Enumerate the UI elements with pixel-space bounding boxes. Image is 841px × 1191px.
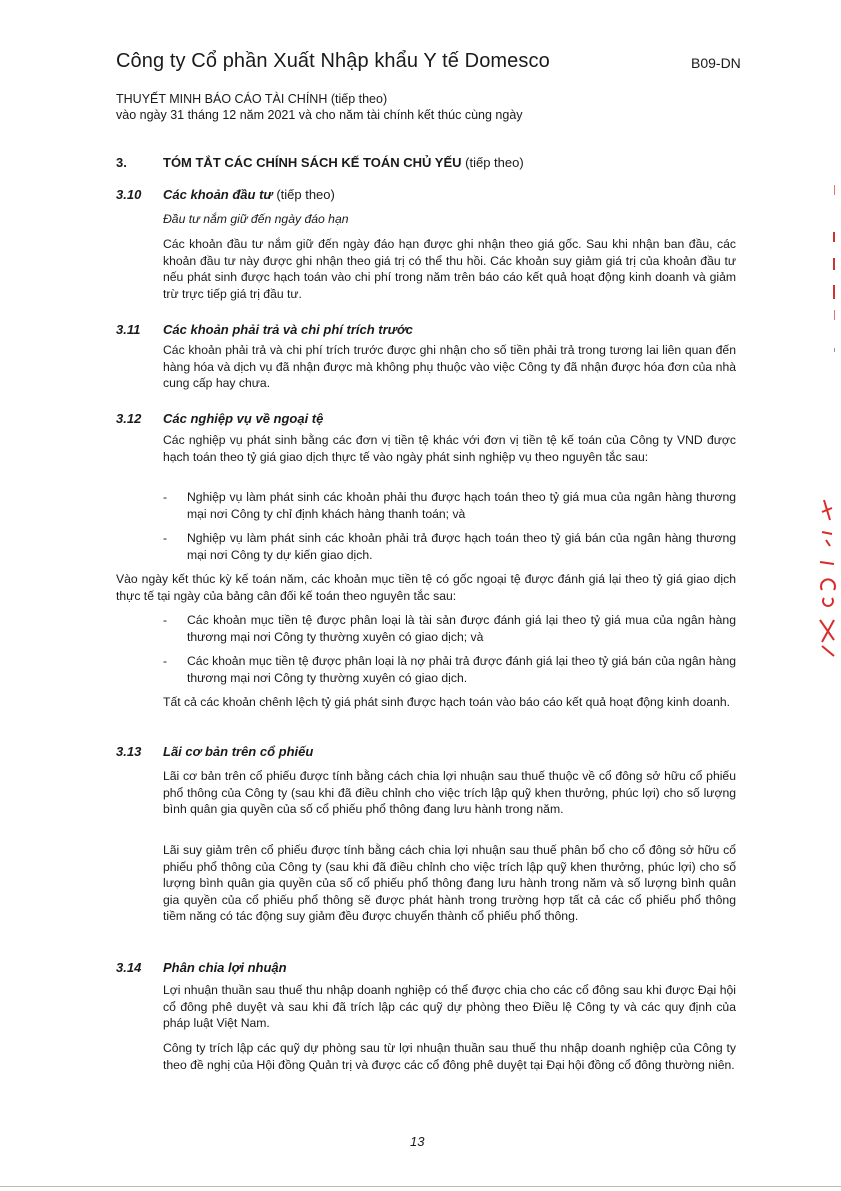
paragraph-3-12-2: Vào ngày kết thúc kỳ kế toán năm, các khoản mục tiền tệ có gốc ngoại tệ được đánh giá lại theo tỷ giá giao dịch thực tế tại ngày của bảng cân đối kế toán theo nguyên tắc sau: [116,572,736,603]
list-item [163,653,736,687]
bullet-dash: - [163,531,168,545]
section-title [163,155,524,170]
bullet-dash: - [163,490,168,504]
list-item [163,530,736,564]
stamp-fragment-icon [816,490,840,660]
paragraph-3-12-1: Các nghiệp vụ phát sinh bằng các đơn vị tiền tệ khác với đơn vị tiền tệ kế toán của Công ty VND được hạch toán theo tỷ giá giao dịch thực tế vào ngày phát sinh nghiệp vụ theo nguyên tắc sau: [163,433,736,464]
report-title: THUYẾT MINH BÁO CÁO TÀI CHÍNH (tiếp theo) [116,92,388,106]
heading-3-13-number: 3.13 [116,744,142,759]
bullet-dash: - [163,613,168,627]
report-period: vào ngày 31 tháng 12 năm 2021 và cho năm tài chính kết thúc cùng ngày [116,108,523,122]
heading-3-10-number: 3.10 [116,187,142,202]
heading-3-12-title: Các nghiệp vụ về ngoại tệ [163,411,324,426]
subheading-held-to-maturity: Đầu tư nắm giữ đến ngày đáo hạn [163,212,349,226]
paragraph-3-10-1: Các khoản đầu tư nắm giữ đến ngày đáo hạn được ghi nhận theo giá gốc. Sau khi nhận ban đầu, các khoản đầu tư này được ghi nhận theo giá trị có thể thu hồi. Các khoản suy giảm giá trị của khoản đầu tư nếu phát sinh được hạch toán vào chi phí trong năm trên báo cáo kết quả hoạt động kinh doanh và giảm trừ trực tiếp giá trị đầu tư. [163,237,736,301]
form-code: B09-DN [691,55,741,71]
list-item-text: Các khoản mục tiền tệ được phân loại là nợ phải trả được đánh giá lại theo tỷ giá bán của ngân hàng thương mại nơi Công ty thường xuyên có giao dịch. [187,654,736,685]
edge-mark [828,185,835,195]
paragraph-3-13-2: Lãi suy giảm trên cổ phiếu được tính bằng cách chia lợi nhuận sau thuế phân bổ cho cổ đông sở hữu cổ phiếu phổ thông của Công ty (sau khi đã điều chỉnh cho việc trích lập quỹ khen thưởng, phúc lợi) cho số lượng bình quân gia quyền của số cổ phiếu phổ thông đang lưu hành trong năm và số lượng bình quân gia quyền của cổ phiếu phổ thông sẽ được phát hành trong trường hợp tất cả các cổ phiếu phổ thông tiềm năng có tác động suy giảm đều được chuyển thành cổ phiếu phổ thông. [163,843,736,924]
page-number: 13 [410,1134,425,1149]
bullet-dash: - [163,654,168,668]
page-bottom-edge [0,1186,841,1187]
heading-3-12-number: 3.12 [116,411,142,426]
heading-3-11-number: 3.11 [116,322,141,337]
edge-mark [827,258,835,270]
paragraph-3-14-2: Công ty trích lập các quỹ dự phòng sau từ lợi nhuận thuần sau thuế thu nhập doanh nghiệp của Công ty theo đề nghị của Hội đồng Quản trị và được các cổ đông phê duyệt tại Đại hội đồng cổ đông thường niên. [163,1041,736,1072]
list-item-text: Nghiệp vụ làm phát sinh các khoản phải trả được hạch toán theo tỷ giá bán của ngân hàng thương mại nơi Công ty dự kiến giao dịch. [187,531,736,562]
section-title-suffix: (tiếp theo) [465,155,524,170]
paragraph-3-14-1: Lợi nhuận thuần sau thuế thu nhập doanh nghiệp có thể được chia cho các cổ đông sau khi được Đại hội cổ đông phê duyệt và sau khi đã trích lập các quỹ dự phòng theo Điều lệ Công ty và các quy định của pháp luật Việt Nam. [163,983,736,1031]
heading-3-10 [163,187,335,202]
list-item [163,612,736,646]
heading-3-14-number: 3.14 [116,960,142,975]
company-name: Công ty Cổ phần Xuất Nhập khẩu Y tế Domesco [116,50,550,72]
edge-mark [827,232,835,242]
heading-3-13-title: Lãi cơ bản trên cổ phiếu [163,744,314,759]
heading-3-10-title: Các khoản đầu tư [163,187,273,202]
edge-mark [828,348,835,352]
heading-3-10-suffix: (tiếp theo) [276,187,335,202]
heading-3-14-title: Phân chia lợi nhuận [163,960,287,975]
section-title-text: TÓM TẮT CÁC CHÍNH SÁCH KẾ TOÁN CHỦ YẾU [163,155,462,170]
edge-mark [827,285,835,299]
list-item-text: Các khoản mục tiền tệ được phân loại là tài sản được đánh giá lại theo tỷ giá mua của ngân hàng thương mại nơi Công ty thường xuyên có giao dịch; và [187,613,736,644]
paragraph-3-13-1: Lãi cơ bản trên cổ phiếu được tính bằng cách chia lợi nhuận sau thuế thuộc về cổ đông sở hữu cổ phiếu phổ thông của Công ty (sau khi đã điều chỉnh cho việc trích lập quỹ khen thưởng, phúc lợi) cho số lượng bình quân gia quyền của số cổ phiếu phổ thông đang lưu hành trong năm. [163,769,736,817]
section-number: 3. [116,155,127,170]
list-item-text: Nghiệp vụ làm phát sinh các khoản phải thu được hạch toán theo tỷ giá mua của ngân hàng thương mại nơi Công ty chỉ định khách hàng thanh toán; và [187,490,736,521]
list-item [163,489,736,523]
paragraph-3-11-1: Các khoản phải trả và chi phí trích trước được ghi nhận cho số tiền phải trả trong tương lai liên quan đến hàng hóa và dịch vụ đã nhận được mà không phụ thuộc vào việc Công ty đã nhận được hóa đơn của nhà cung cấp hay chưa. [163,343,736,391]
edge-mark [828,310,835,320]
heading-3-11-title: Các khoản phải trả và chi phí trích trước [163,322,413,337]
paragraph-3-12-3: Tất cả các khoản chênh lệch tỷ giá phát sinh được hạch toán vào báo cáo kết quả hoạt động kinh doanh. [163,695,731,709]
